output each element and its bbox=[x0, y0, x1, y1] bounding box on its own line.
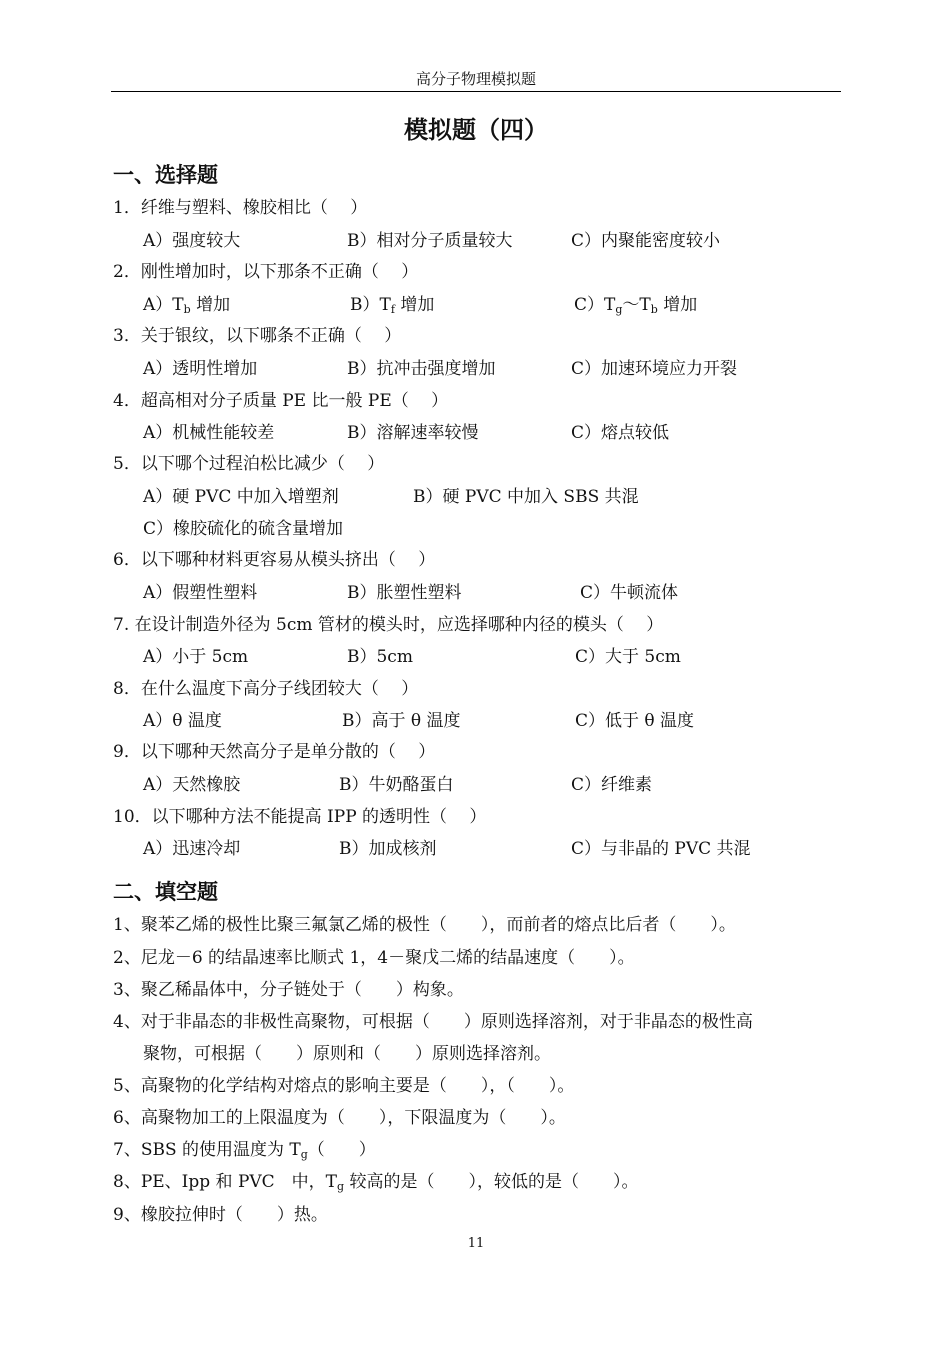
question-stem: 6．以下哪种材料更容易从模头挤出（ ） bbox=[113, 550, 436, 570]
option-c: C）内聚能密度较小 bbox=[571, 231, 721, 251]
option-a: A）迅速冷却 bbox=[143, 839, 241, 859]
option-a: $A)T_b$ 增加 bbox=[143, 295, 231, 316]
fill-item-continuation: 聚物，可根据（ ）原则和（ ）原则选择溶剂。 bbox=[143, 1044, 551, 1064]
option-row bbox=[0, 645, 952, 669]
option-row bbox=[0, 773, 952, 797]
fill-text: 7、SBS 的使用温度为 T bbox=[113, 1140, 301, 1160]
page-number: 11 bbox=[467, 1236, 485, 1251]
option-b: B）5cm bbox=[347, 647, 413, 667]
subscript: b bbox=[183, 303, 191, 316]
option-a: A）强度较大 bbox=[143, 231, 241, 251]
fill-text: 较高的是（ ），较低的是（ ）。 bbox=[344, 1172, 639, 1192]
option-row bbox=[0, 581, 952, 605]
option-c: C）与非晶的 PVC 共混 bbox=[571, 839, 751, 859]
subscript: g bbox=[615, 303, 623, 316]
fill-item: 6、高聚物加工的上限温度为（ ），下限温度为（ ）。 bbox=[113, 1108, 566, 1128]
question-stem: 8．在什么温度下高分子线团较大（ ） bbox=[113, 679, 419, 699]
question-stem: 4．超高相对分子质量 PE 比一般 PE（ ） bbox=[113, 391, 449, 411]
section-heading-choice: 一、选择题 bbox=[113, 162, 218, 187]
option-row bbox=[0, 709, 952, 733]
fill-item: 1、聚苯乙烯的极性比聚三氟氯乙烯的极性（ ），而前者的熔点比后者（ ）。 bbox=[113, 915, 736, 935]
question-stem: 7. 在设计制造外径为 5cm 管材的模头时，应选择哪种内径的模头（ ） bbox=[113, 615, 664, 635]
question-stem: 3．关于银纹，以下哪条不正确（ ） bbox=[113, 326, 402, 346]
option-c: C）大于 5cm bbox=[575, 647, 681, 667]
question-stem: 2．刚性增加时，以下那条不正确（ ） bbox=[113, 262, 419, 282]
header-divider bbox=[111, 91, 841, 92]
option-c: C）牛顿流体 bbox=[580, 583, 679, 603]
subscript: g bbox=[337, 1180, 345, 1193]
option-row bbox=[0, 837, 952, 861]
option-b: B）溶解速率较慢 bbox=[347, 423, 479, 443]
subscript: b bbox=[650, 303, 658, 316]
option-row bbox=[0, 229, 952, 253]
fill-text: （ ） bbox=[307, 1140, 376, 1160]
option-a: A）假塑性塑料 bbox=[143, 583, 258, 603]
option-c: $C)T_g\sim T_b$ 增加 bbox=[574, 295, 698, 316]
section-heading-fill: 二、填空题 bbox=[113, 879, 218, 904]
option-b: B）硬 PVC 中加入 SBS 共混 bbox=[413, 487, 639, 507]
fill-item bbox=[113, 1170, 638, 1194]
option-b: B）相对分子质量较大 bbox=[347, 231, 513, 251]
running-header: 高分子物理模拟题 bbox=[415, 70, 536, 88]
option-a: A）透明性增加 bbox=[143, 359, 258, 379]
fill-item: 4、对于非晶态的非极性高聚物，可根据（ ）原则选择溶剂，对于非晶态的极性高 bbox=[113, 1012, 753, 1032]
fill-item: 2、尼龙－6 的结晶速率比顺式 1，4－聚戊二烯的结晶速度（ ）。 bbox=[113, 948, 635, 968]
option-c: C）橡胶硫化的硫含量增加 bbox=[143, 519, 344, 539]
option-c: C）熔点较低 bbox=[571, 423, 670, 443]
option-b: B）牛奶酪蛋白 bbox=[339, 775, 454, 795]
option-row bbox=[0, 293, 952, 317]
option-row bbox=[0, 517, 952, 541]
question-stem: 5．以下哪个过程泊松比减少（ ） bbox=[113, 454, 385, 474]
option-a: A）硬 PVC 中加入增塑剂 bbox=[143, 487, 339, 507]
option-row bbox=[0, 485, 952, 509]
subscript: g bbox=[300, 1148, 308, 1161]
question-stem: 9．以下哪种天然高分子是单分散的（ ） bbox=[113, 742, 436, 762]
option-b: B）抗冲击强度增加 bbox=[347, 359, 496, 379]
option-b: B）胀塑性塑料 bbox=[347, 583, 462, 603]
option-c: C）纤维素 bbox=[571, 775, 653, 795]
option-b: B）加成核剂 bbox=[339, 839, 437, 859]
option-row bbox=[0, 421, 952, 445]
fill-item bbox=[113, 1138, 376, 1162]
fill-item: 5、高聚物的化学结构对熔点的影响主要是（ ），（ ）。 bbox=[113, 1076, 575, 1096]
option-c: C）加速环境应力开裂 bbox=[571, 359, 738, 379]
option-a: A）天然橡胶 bbox=[143, 775, 241, 795]
fill-text: 8、PE、Ipp 和 PVC 中，T bbox=[113, 1172, 338, 1192]
fill-item: 3、聚乙稀晶体中，分子链处于（ ）构象。 bbox=[113, 980, 464, 1000]
fill-item: 9、橡胶拉伸时（ ）热。 bbox=[113, 1205, 328, 1225]
option-a: A）θ 温度 bbox=[143, 711, 222, 731]
option-b: $B)T_f$ 增加 bbox=[350, 295, 435, 316]
option-c: C）低于 θ 温度 bbox=[575, 711, 695, 731]
option-a: A）小于 5cm bbox=[143, 647, 249, 667]
page-title: 模拟题（四） bbox=[404, 115, 548, 144]
option-a: A）机械性能较差 bbox=[143, 423, 275, 443]
question-stem: 10．以下哪种方法不能提高 IPP 的透明性（ ） bbox=[113, 807, 487, 827]
option-b: B）高于 θ 温度 bbox=[342, 711, 461, 731]
question-stem: 1．纤维与塑料、橡胶相比（ ） bbox=[113, 198, 368, 218]
option-row bbox=[0, 357, 952, 381]
subscript: f bbox=[390, 303, 395, 316]
